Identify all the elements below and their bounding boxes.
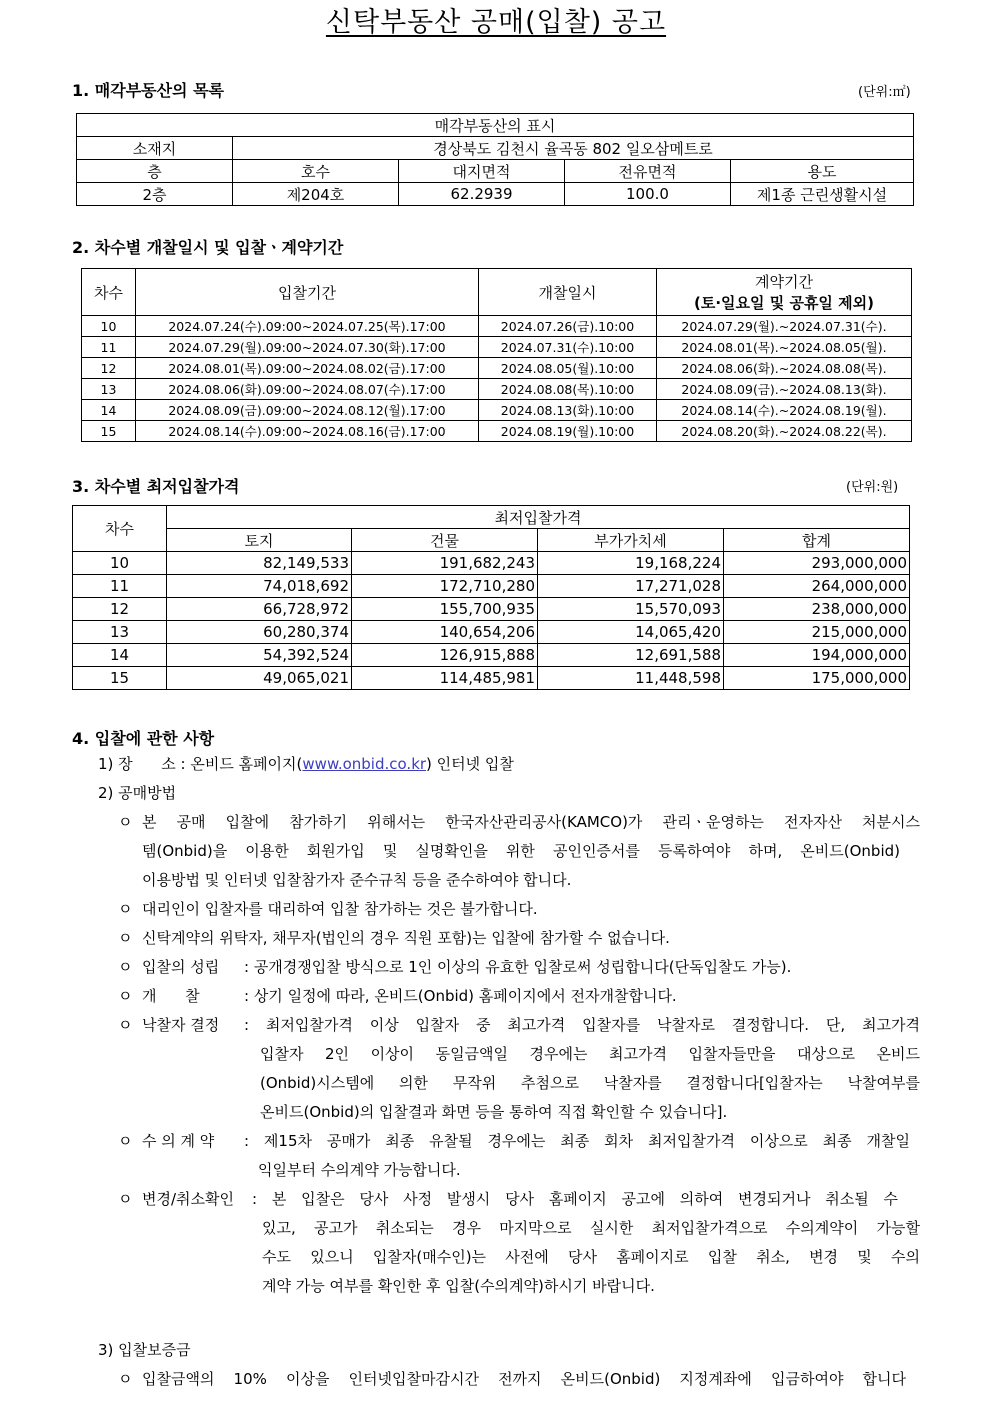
cell-land-area: 62.2939 — [399, 183, 565, 206]
cell-land: 66,728,972 — [167, 598, 352, 621]
method-heading: 2) 공매방법 — [98, 784, 177, 802]
cell-round: 14 — [82, 400, 136, 421]
bullet-3: ㅇ — [118, 929, 133, 947]
table-row — [73, 552, 910, 575]
p3-text: 신탁계약의 위탁자, 채무자(법인의 경우 직원 포함)는 입찰에 참가할 수 없습니다. — [142, 929, 670, 947]
cell-opening: 2024.07.26(금).10:00 — [479, 316, 657, 337]
bullet-6: ㅇ — [118, 1016, 133, 1034]
p4-label: 입찰의 성립 — [142, 958, 220, 976]
cell-contract-period: 2024.08.01(목).~2024.08.05(월). — [657, 337, 912, 358]
header-round: 차수 — [82, 269, 136, 316]
cell-total: 264,000,000 — [724, 575, 910, 598]
p1-line1: 본 공매 입찰에 참가하기 위해서는 한국자산관리공사(KAMCO)가 관리ㆍ운영하는 전자자산 처분시스 — [142, 813, 920, 831]
table-row — [73, 621, 910, 644]
cell-opening: 2024.07.31(수).10:00 — [479, 337, 657, 358]
header-unit-no: 호수 — [233, 160, 399, 183]
cell-vat: 19,168,224 — [538, 552, 724, 575]
page-title — [0, 0, 992, 39]
deposit-text: 입찰금액의 10% 이상을 인터넷입찰마감시간 전까지 온비드(Onbid) 지정계좌에 입금하여야 합니다 — [142, 1370, 906, 1388]
cell-building: 114,485,981 — [352, 667, 538, 690]
cell-total: 215,000,000 — [724, 621, 910, 644]
table-row — [82, 316, 912, 337]
table-row — [82, 421, 912, 442]
page-title-text: 신탁부동산 공매(입찰) 공고 — [325, 7, 667, 38]
cell-contract-period: 2024.08.06(화).~2024.08.08(목). — [657, 358, 912, 379]
cell-land: 82,149,533 — [167, 552, 352, 575]
cell-unit-no: 제204호 — [233, 183, 399, 206]
cell-land: 49,065,021 — [167, 667, 352, 690]
location-label: 소재지 — [77, 137, 233, 160]
table-row — [73, 644, 910, 667]
cell-opening: 2024.08.19(월).10:00 — [479, 421, 657, 442]
header-exclusive-area: 전유면적 — [565, 160, 731, 183]
cell-contract-period: 2024.08.20(화).~2024.08.22(목). — [657, 421, 912, 442]
place-tail: ) 인터넷 입찰 — [426, 755, 514, 773]
section3-unit: (단위:원) — [846, 480, 899, 495]
header-bid-period: 입찰기간 — [136, 269, 479, 316]
p6-line1: : 최저입찰가격 이상 입찰자 중 최고가격 입찰자를 낙찰자로 결정합니다. 단, 최고가격 — [244, 1016, 920, 1034]
cell-total: 194,000,000 — [724, 644, 910, 667]
bullet-1: ㅇ — [118, 813, 133, 831]
cell-vat: 12,691,588 — [538, 644, 724, 667]
cell-total: 175,000,000 — [724, 667, 910, 690]
cell-building: 140,654,206 — [352, 621, 538, 644]
cell-total: 238,000,000 — [724, 598, 910, 621]
cell-opening: 2024.08.13(화).10:00 — [479, 400, 657, 421]
p6-line4: 온비드(Onbid)의 입찰결과 화면 등을 통하여 직접 확인할 수 있습니다]. — [260, 1103, 728, 1121]
cell-round: 15 — [82, 421, 136, 442]
header-total: 합계 — [724, 529, 910, 552]
cell-exclusive-area: 100.0 — [565, 183, 731, 206]
p7-line2: 익일부터 수의계약 가능합니다. — [258, 1161, 461, 1179]
table-row — [73, 575, 910, 598]
p5-text: : 상기 일정에 따라, 온비드(Onbid) 홈페이지에서 전자개찰합니다. — [244, 987, 677, 1005]
section3-heading: 3. 차수별 최저입찰가격 — [72, 477, 240, 496]
header-min-price: 최저입찰가격 — [167, 506, 910, 529]
cell-round: 13 — [82, 379, 136, 400]
p5-label: 개 찰 — [142, 987, 200, 1005]
property-table-title: 매각부동산의 표시 — [77, 114, 914, 137]
section2-heading: 2. 차수별 개찰일시 및 입찰ㆍ계약기간 — [72, 238, 344, 257]
cell-land: 74,018,692 — [167, 575, 352, 598]
cell-total: 293,000,000 — [724, 552, 910, 575]
place-label: 1) 장 소 : 온비드 홈페이지( — [98, 755, 303, 773]
cell-vat: 11,448,598 — [538, 667, 724, 690]
cell-vat: 15,570,093 — [538, 598, 724, 621]
section1-heading: 1. 매각부동산의 목록 — [72, 81, 224, 100]
section4-heading: 4. 입찰에 관한 사항 — [72, 729, 215, 748]
header-opening: 개찰일시 — [479, 269, 657, 316]
section1-unit: (단위:㎡) — [858, 85, 911, 100]
cell-round: 13 — [73, 621, 167, 644]
cell-round: 12 — [82, 358, 136, 379]
cell-building: 191,682,243 — [352, 552, 538, 575]
table-row — [82, 400, 912, 421]
cell-building: 155,700,935 — [352, 598, 538, 621]
p6-line2: 입찰자 2인 이상이 동일금액일 경우에는 최고가격 입찰자들만을 대상으로 온비드 — [260, 1045, 920, 1063]
cell-building: 126,915,888 — [352, 644, 538, 667]
cell-round: 15 — [73, 667, 167, 690]
p8-line1: : 본 입찰은 당사 사정 발생시 당사 홈페이지 공고에 의하여 변경되거나 취소될 수 — [252, 1190, 898, 1208]
p7-line1: : 제15차 공매가 최종 유찰될 경우에는 최종 회차 최저입찰가격 이상으로 최종 개찰일 — [244, 1132, 910, 1150]
cell-bid-period: 2024.08.09(금).09:00~2024.08.12(월).17:00 — [136, 400, 479, 421]
cell-contract-period: 2024.08.14(수).~2024.08.19(월). — [657, 400, 912, 421]
header-vat: 부가가치세 — [538, 529, 724, 552]
header-contract-period — [657, 269, 912, 316]
location-value: 경상북도 김천시 율곡동 802 일오삼메트로 — [233, 137, 914, 160]
cell-bid-period: 2024.07.24(수).09:00~2024.07.25(목).17:00 — [136, 316, 479, 337]
header-land: 토지 — [167, 529, 352, 552]
p1-line2: 템(Onbid)을 이용한 회원가입 및 실명확인을 위한 공인인증서를 등록하여야 하며, 온비드(Onbid) — [142, 842, 900, 860]
header-floor: 층 — [77, 160, 233, 183]
bullet-7: ㅇ — [118, 1132, 133, 1150]
bullet-2: ㅇ — [118, 900, 133, 918]
header-building: 건물 — [352, 529, 538, 552]
p1-line3: 이용방법 및 인터넷 입찰참가자 준수규칙 등을 준수하여야 합니다. — [142, 871, 572, 889]
cell-vat: 17,271,028 — [538, 575, 724, 598]
table-row — [73, 598, 910, 621]
p8-line2: 있고, 공고가 취소되는 경우 마지막으로 실시한 최저입찰가격으로 수의계약이 가능할 — [262, 1219, 920, 1237]
cell-bid-period: 2024.07.29(월).09:00~2024.07.30(화).17:00 — [136, 337, 479, 358]
schedule-table — [81, 268, 912, 442]
cell-opening: 2024.08.08(목).10:00 — [479, 379, 657, 400]
header-contract-line2: (토·일요일 및 공휴일 제외) — [694, 294, 874, 312]
table-row — [73, 667, 910, 690]
cell-round: 12 — [73, 598, 167, 621]
cell-contract-period: 2024.07.29(월).~2024.07.31(수). — [657, 316, 912, 337]
property-table — [76, 113, 914, 206]
bullet-5: ㅇ — [118, 987, 133, 1005]
table-row — [82, 337, 912, 358]
cell-land: 60,280,374 — [167, 621, 352, 644]
table-row — [82, 358, 912, 379]
onbid-link[interactable]: www.onbid.co.kr — [302, 755, 427, 773]
p8-line4: 계약 가능 여부를 확인한 후 입찰(수의계약)하시기 바랍니다. — [262, 1277, 655, 1295]
cell-round: 10 — [73, 552, 167, 575]
bullet-8: ㅇ — [118, 1190, 133, 1208]
cell-use: 제1종 근린생활시설 — [731, 183, 914, 206]
p6-line3: (Onbid)시스템에 의한 무작위 추첨으로 낙찰자를 결정합니다[입찰자는 낙찰여부를 — [260, 1074, 920, 1092]
cell-bid-period: 2024.08.06(화).09:00~2024.08.07(수).17:00 — [136, 379, 479, 400]
header-use: 용도 — [731, 160, 914, 183]
bullet-9: ㅇ — [118, 1370, 133, 1388]
p7-label: 수 의 계 약 — [142, 1132, 215, 1150]
place-line — [98, 753, 514, 774]
cell-building: 172,710,280 — [352, 575, 538, 598]
header-contract-line1: 계약기간 — [755, 273, 813, 291]
cell-opening: 2024.08.05(월).10:00 — [479, 358, 657, 379]
p2-text: 대리인이 입찰자를 대리하여 입찰 참가하는 것은 불가합니다. — [142, 900, 538, 918]
cell-floor: 2층 — [77, 183, 233, 206]
cell-round: 14 — [73, 644, 167, 667]
price-table — [72, 505, 910, 690]
cell-round: 10 — [82, 316, 136, 337]
deposit-heading: 3) 입찰보증금 — [98, 1341, 191, 1359]
cell-contract-period: 2024.08.09(금).~2024.08.13(화). — [657, 379, 912, 400]
cell-bid-period: 2024.08.14(수).09:00~2024.08.16(금).17:00 — [136, 421, 479, 442]
table-row — [82, 379, 912, 400]
p8-label: 변경/취소확인 — [142, 1190, 234, 1208]
cell-land: 54,392,524 — [167, 644, 352, 667]
bullet-4: ㅇ — [118, 958, 133, 976]
p6-label: 낙찰자 결정 — [142, 1016, 220, 1034]
cell-round: 11 — [82, 337, 136, 358]
cell-round: 11 — [73, 575, 167, 598]
p8-line3: 수도 있으니 입찰자(매수인)는 사전에 당사 홈페이지로 입찰 취소, 변경 및 수의 — [262, 1248, 920, 1266]
cell-vat: 14,065,420 — [538, 621, 724, 644]
p4-text: : 공개경쟁입찰 방식으로 1인 이상의 유효한 입찰로써 성립합니다(단독입찰도 가능). — [244, 958, 792, 976]
header-round: 차수 — [73, 506, 167, 552]
header-land-area: 대지면적 — [399, 160, 565, 183]
cell-bid-period: 2024.08.01(목).09:00~2024.08.02(금).17:00 — [136, 358, 479, 379]
